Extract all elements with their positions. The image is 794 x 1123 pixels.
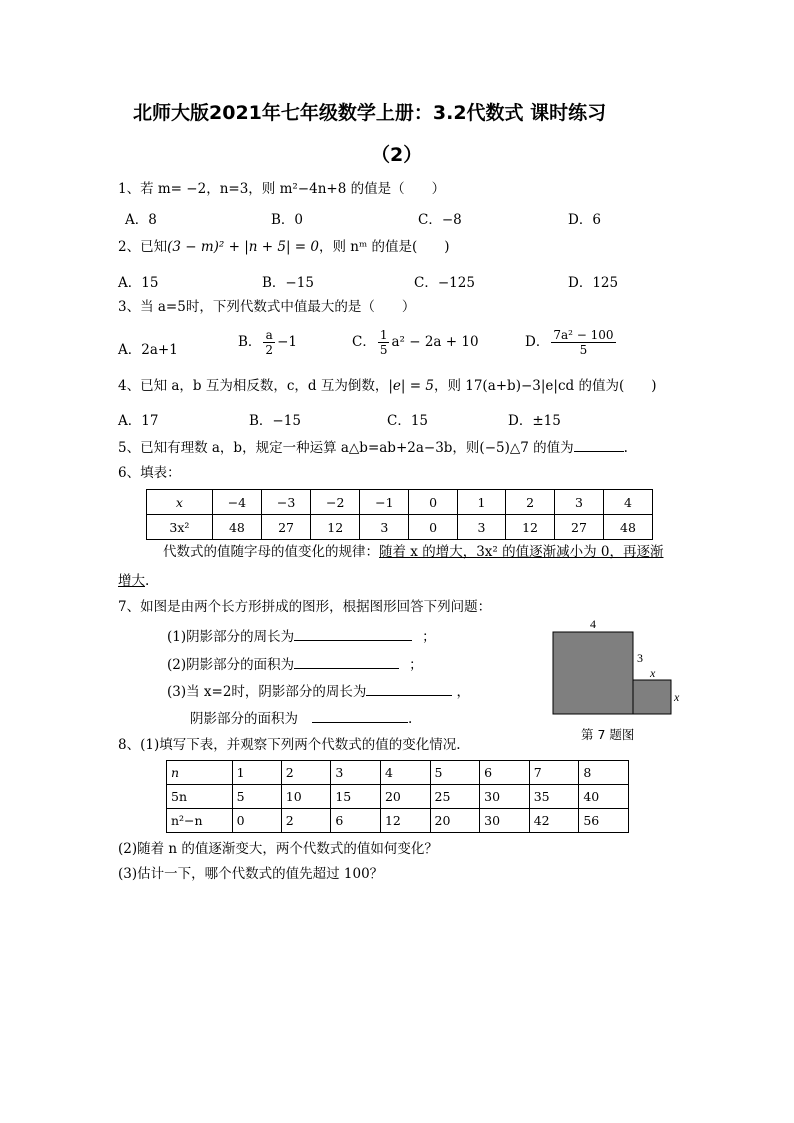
question-number: 7、 (118, 599, 141, 615)
table-cell: 12 (311, 515, 360, 540)
table-cell: n²−n (167, 809, 233, 833)
question-text-end: ，则 nᵐ 的值是( ) (318, 239, 450, 255)
q6-rule-cont: 增大. (118, 573, 150, 589)
table-cell: 8 (579, 761, 629, 785)
table-row (167, 761, 629, 785)
table-row (167, 809, 629, 833)
table-cell: 1 (457, 490, 505, 515)
question-2 (118, 238, 450, 256)
question-text: 已知有理数 a，b，规定一种运算 a△b=ab+2a−3b，则(−5)△7 的值为 (140, 440, 574, 456)
table-cell: 20 (380, 785, 430, 809)
label-top: 4 (590, 617, 596, 631)
table-cell: 4 (603, 490, 652, 515)
question-number: 3、 (118, 299, 141, 315)
q7-part-4: 阴影部分的面积为 . (190, 708, 412, 728)
q3-option-d: D． $\frac{\text{7a² − 100}}{5}$ (525, 328, 614, 357)
table-cell: 2 (506, 490, 555, 515)
q3-option-b: B． $\frac{a}{2}$ −1 (238, 328, 297, 357)
answer-blank[interactable] (574, 437, 624, 452)
question-number: 8、 (118, 737, 141, 753)
q1-option-a: A．8 (125, 212, 157, 228)
table-cell: 25 (430, 785, 480, 809)
fraction: $\frac{a}{2}$ (265, 328, 274, 357)
table-row (167, 785, 629, 809)
table-cell: −3 (262, 490, 311, 515)
question-text: 当 a=5时，下列代数式中值最大的是（ ） (140, 299, 416, 315)
large-rectangle (553, 632, 633, 714)
table-cell: 3x² (147, 515, 213, 540)
answer-blank[interactable] (294, 654, 399, 669)
question-text: 已知 a，b 互为相反数，c，d 互为倒数， (140, 378, 389, 394)
question-5: 5、已知有理数 a，b，规定一种运算 a△b=ab+2a−3b，则(−5)△7 的值为 . (118, 437, 628, 457)
question-3 (118, 298, 415, 316)
table-cell: 35 (529, 785, 579, 809)
fraction: $\frac{\text{7a² − 100}}{5}$ (553, 328, 614, 357)
q3-option-c: C． $\frac{1}{5}$ a² − 2a + 10 (352, 328, 479, 357)
question-text: 已知 (140, 239, 168, 255)
q4-option-b: B．−15 (249, 413, 301, 429)
table-cell: 0 (409, 515, 457, 540)
table-cell: 0 (232, 809, 281, 833)
question-6 (118, 464, 181, 482)
table-cell: 3 (331, 761, 381, 785)
table-cell: 5 (430, 761, 480, 785)
q1-option-d: D．6 (568, 212, 601, 228)
q2-option-b: B．−15 (262, 275, 314, 291)
answer-blank[interactable] (294, 626, 412, 641)
table-cell: n (167, 761, 233, 785)
q4-option-a: A．17 (118, 413, 159, 429)
q2-option-a: A．15 (118, 275, 159, 291)
fraction: $\frac{1}{5}$ (379, 328, 388, 357)
q8-sub-2: (2)随着 n 的值逐渐变大，两个代数式的值如何变化？ (118, 841, 438, 857)
table-cell: 4 (380, 761, 430, 785)
question-1 (118, 180, 445, 198)
answer-blank[interactable] (366, 681, 452, 696)
table-cell: 2 (281, 809, 331, 833)
q7-part-2: (2)阴影部分的面积为 ； (167, 654, 423, 674)
table-cell: 0 (409, 490, 457, 515)
question-text: 填表： (140, 465, 181, 481)
table-cell: 5n (167, 785, 233, 809)
question-8 (118, 736, 461, 754)
table-cell: 3 (555, 490, 604, 515)
q6-table (146, 489, 653, 540)
q3-option-a: A．2a+1 (118, 342, 178, 358)
table-cell: −2 (311, 490, 360, 515)
question-4 (118, 377, 656, 395)
q2-option-c: C．−125 (414, 275, 475, 291)
table-cell: 6 (480, 761, 530, 785)
table-cell: 56 (579, 809, 629, 833)
table-cell: 7 (529, 761, 579, 785)
q7-figure (548, 614, 688, 726)
question-7 (118, 598, 491, 616)
question-number: 6、 (118, 465, 141, 481)
table-cell: 20 (430, 809, 480, 833)
page-title: 北师大版2021年七年级数学上册：3.2代数式 课时练习 (133, 102, 607, 124)
label-x-right: x (674, 690, 680, 704)
table-cell: 27 (555, 515, 604, 540)
table-cell: 12 (380, 809, 430, 833)
table-cell: 15 (331, 785, 381, 809)
table-cell: −4 (212, 490, 261, 515)
q8-sub-3: (3)估计一下，哪个代数式的值先超过 100？ (118, 866, 384, 882)
q6-rule: 代数式的值随字母的值变化的规律：随着 x 的增大，3x² 的值逐渐减小为 0，再逐渐 (163, 544, 664, 560)
table-cell: 3 (457, 515, 505, 540)
q1-option-b: B．0 (271, 212, 304, 228)
question-text: 如图是由两个长方形拼成的图形，根据图形回答下列问题： (140, 599, 492, 615)
table-row (147, 515, 653, 540)
label-x-top: x (650, 666, 656, 680)
question-text: (1)填写下表，并观察下列两个代数式的值的变化情况. (140, 737, 461, 753)
question-number: 2、 (118, 239, 141, 255)
table-row (147, 490, 653, 515)
expression: 2a+1 (141, 342, 178, 358)
q4-option-c: C．15 (387, 413, 429, 429)
label-side: 3 (637, 651, 643, 665)
question-text: 若 m= −2，n=3，则 m²−4n+8 的值是（ ） (140, 181, 446, 197)
question-text-end: ，则 17(a+b)−3|e|cd 的值为( ) (433, 378, 657, 394)
table-cell: 1 (232, 761, 281, 785)
table-cell: 27 (262, 515, 311, 540)
table-cell: x (147, 490, 213, 515)
table-cell: 40 (579, 785, 629, 809)
q8-table (166, 760, 629, 833)
table-cell: 3 (360, 515, 409, 540)
table-cell: 2 (281, 761, 331, 785)
q1-option-c: C．−8 (418, 212, 462, 228)
question-number: 4、 (118, 378, 141, 394)
formula: |e| = 5 (388, 378, 434, 394)
table-cell: 5 (232, 785, 281, 809)
filled-answer: 随着 x 的增大，3x² 的值逐渐减小为 0，再逐渐 (379, 544, 664, 560)
table-cell: 42 (529, 809, 579, 833)
table-cell: 48 (212, 515, 261, 540)
question-number: 5、 (118, 440, 141, 456)
table-cell: 48 (603, 515, 652, 540)
filled-answer: 增大 (118, 573, 145, 589)
formula: (3 − m)² + |n + 5| = 0 (167, 239, 319, 255)
table-cell: 30 (480, 785, 530, 809)
figure-caption: 第 7 题图 (581, 727, 635, 742)
answer-blank[interactable] (312, 708, 408, 723)
table-cell: 12 (506, 515, 555, 540)
q4-option-d: D．±15 (508, 413, 561, 429)
question-number: 1、 (118, 181, 141, 197)
q7-part-3: (3)当 x=2时，阴影部分的周长为 ， (167, 681, 470, 701)
q7-part-1: (1)阴影部分的周长为 ； (167, 626, 436, 646)
q2-option-d: D．125 (568, 275, 619, 291)
table-cell: −1 (360, 490, 409, 515)
table-cell: 30 (480, 809, 530, 833)
small-rectangle (633, 680, 671, 714)
table-cell: 10 (281, 785, 331, 809)
page-title-line2: （2） (371, 144, 423, 166)
table-cell: 6 (331, 809, 381, 833)
